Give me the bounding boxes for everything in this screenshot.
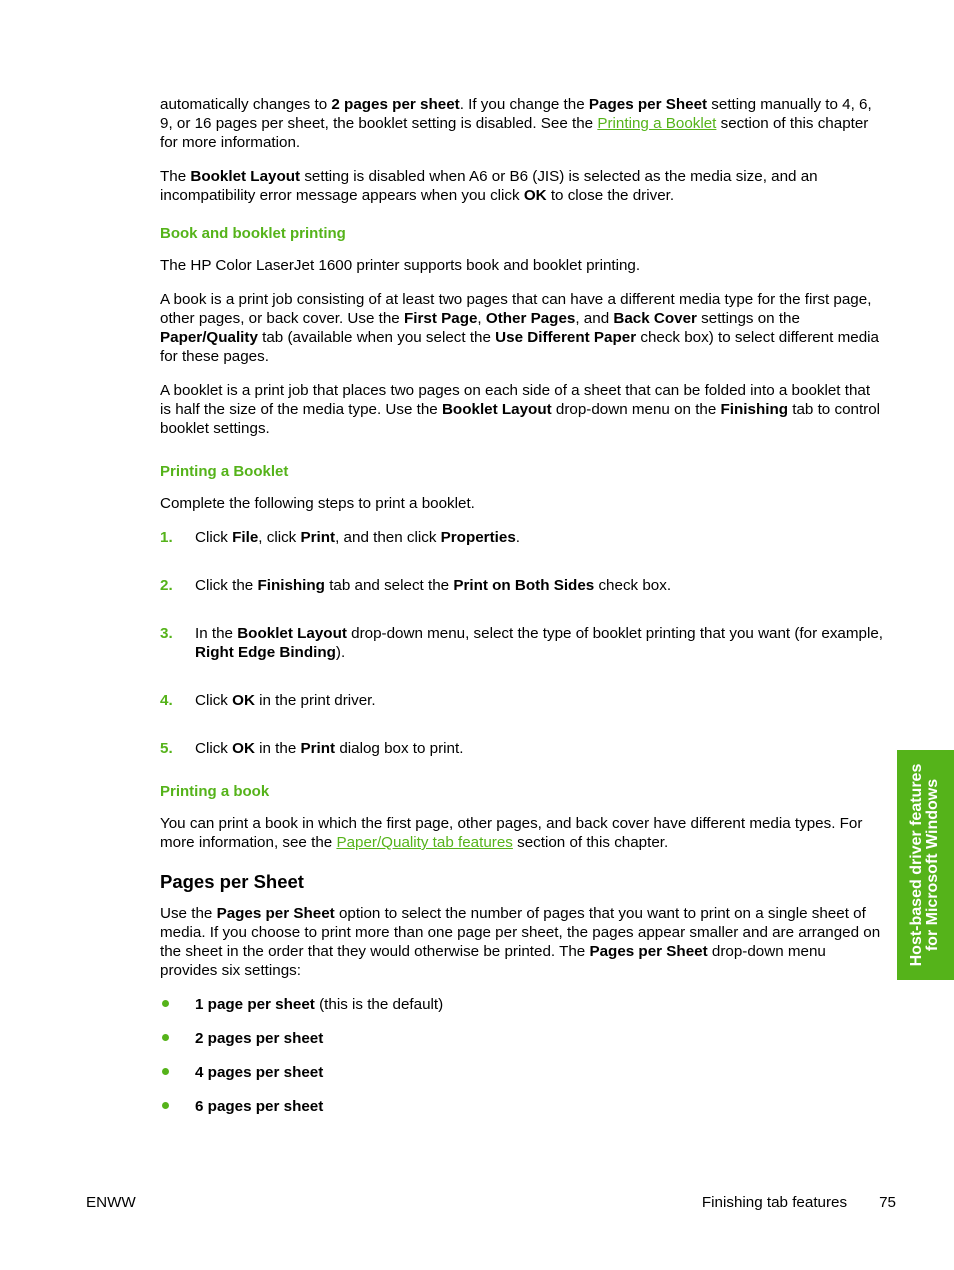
bold-text: Pages per Sheet (588, 96, 708, 113)
bold-text: Paper/Quality (160, 329, 258, 346)
bullet-icon (162, 1034, 169, 1041)
step-number: 1. (160, 529, 173, 546)
text: section of this chapter. (512, 834, 669, 851)
bold-text: Booklet Layout (441, 401, 552, 418)
pages-per-sheet-options-list (160, 995, 884, 1116)
text: Click (195, 529, 233, 546)
book-paragraph-3 (160, 381, 884, 438)
bullet-icon (162, 1068, 169, 1075)
text: tab and select the (324, 577, 454, 594)
step-number: 2. (160, 577, 173, 594)
step-item (160, 528, 884, 547)
bold-text: Other Pages (485, 310, 576, 327)
bold-text: 4 pages per sheet (195, 1064, 324, 1081)
text: setting manually to 4, 6, 9, or 16 pages per sheet, the booklet setting is disabled. See the (160, 96, 872, 132)
bold-text: Properties (440, 529, 516, 546)
text: drop-down menu on the (551, 401, 721, 418)
book-paragraph-2 (160, 290, 884, 366)
footer-right (702, 1193, 896, 1212)
chapter-side-tab (897, 750, 954, 980)
bold-text: OK (523, 187, 547, 204)
text: . If you change the (459, 96, 589, 113)
bold-text: Pages per Sheet (589, 943, 708, 960)
bold-text: Finishing (720, 401, 789, 418)
list-item (160, 1029, 884, 1048)
bold-text: Finishing (257, 577, 325, 594)
text: settings on the (696, 310, 800, 327)
text: in the (254, 740, 301, 757)
text: section of this chapter for more information. (160, 115, 869, 151)
bold-text: 2 pages per sheet (331, 96, 460, 113)
page-number: 75 (879, 1194, 896, 1211)
bullet-icon (162, 1000, 169, 1007)
pages-per-sheet-heading: Pages per Sheet (160, 871, 304, 892)
step-item (160, 739, 884, 758)
text: to close the driver. (546, 187, 675, 204)
text: check box) to select different media for these pages. (160, 329, 879, 365)
text: tab (available when you select the (257, 329, 496, 346)
text: You can print a book in which the first page, other pages, and back cover have different media types. For more information, see the (160, 815, 863, 851)
text: , and (575, 310, 614, 327)
text: in the print driver. (254, 692, 376, 709)
bold-text: 1 page per sheet (195, 996, 315, 1013)
chapter-side-tab-label: Host-based driver features for Microsoft Windows (908, 763, 941, 967)
text: Click (195, 692, 233, 709)
text: option to select the number of pages that you want to print on a single sheet of media. If you choose to print more than one page per sheet, the pages appear smaller and are arranged on the sheet in the order that they would otherwise be printed. The (160, 905, 881, 960)
bold-text: OK (232, 692, 255, 709)
step-item (160, 624, 884, 662)
bold-text: Right Edge Binding (195, 644, 336, 661)
bold-text: Print (300, 529, 336, 546)
list-item (160, 995, 884, 1014)
booklet-steps-list (160, 528, 884, 758)
printing-a-book-heading: Printing a book (160, 783, 270, 800)
book-paragraph-1: The HP Color LaserJet 1600 printer supports book and booklet printing. (160, 257, 641, 274)
bold-text: Use Different Paper (495, 329, 637, 346)
printing-book-paragraph (160, 814, 884, 852)
footer-section-title: Finishing tab features (701, 1194, 848, 1211)
text: A booklet is a print job that places two pages on each side of a sheet that can be folded into a booklet that is half the size of the media type. Use the (160, 382, 871, 418)
bold-text: Pages per Sheet (216, 905, 335, 922)
text: Click (195, 740, 233, 757)
text: automatically changes to (160, 96, 332, 113)
bold-text: 2 pages per sheet (195, 1030, 324, 1047)
text: drop-down menu provides six settings: (160, 943, 826, 979)
bold-text: Back Cover (613, 310, 697, 327)
step-item (160, 691, 884, 710)
paper-quality-tab-features-link[interactable]: Paper/Quality tab features (336, 834, 513, 851)
text: Click the (195, 577, 258, 594)
text: A book is a print job consisting of at least two pages that can have a different media type for the first page, other pages, or back cover. Use the (160, 291, 872, 327)
step-number: 5. (160, 740, 173, 757)
printing-a-booklet-heading: Printing a Booklet (160, 463, 289, 480)
bold-text: Print (300, 740, 336, 757)
step-number: 3. (160, 625, 173, 642)
text: Use the (160, 905, 217, 922)
intro-paragraph-1 (160, 95, 884, 152)
list-item (160, 1063, 884, 1082)
bold-text: OK (232, 740, 255, 757)
text: , (477, 310, 486, 327)
bold-text: File (232, 529, 259, 546)
text: , click (258, 529, 301, 546)
list-item (160, 1097, 884, 1116)
intro-paragraph-2 (160, 167, 884, 205)
pages-per-sheet-paragraph (160, 904, 884, 980)
text: ). (335, 644, 346, 661)
text: . (515, 529, 520, 546)
footer-left: ENWW (86, 1194, 136, 1211)
text: setting is disabled when A6 or B6 (JIS) is selected as the media size, and an incompatibility error message appears when you click (160, 168, 818, 204)
bold-text: 6 pages per sheet (195, 1098, 324, 1115)
text: tab to control booklet settings. (160, 401, 881, 437)
text: check box. (594, 577, 672, 594)
bold-text: Booklet Layout (237, 625, 347, 642)
bold-text: Print on Both Sides (453, 577, 595, 594)
printing-a-booklet-link[interactable]: Printing a Booklet (597, 115, 717, 132)
step-number: 4. (160, 692, 173, 709)
book-booklet-heading: Book and booklet printing (160, 225, 346, 242)
page-body (160, 95, 884, 1131)
step-item (160, 576, 884, 595)
text: , and then click (335, 529, 441, 546)
text: drop-down menu, select the type of booklet printing that you want (for example, (346, 625, 884, 642)
printing-booklet-intro: Complete the following steps to print a booklet. (160, 495, 475, 512)
text: The (160, 168, 191, 185)
bold-text: First Page (403, 310, 478, 327)
bold-text: Booklet Layout (190, 168, 301, 185)
text: In the (195, 625, 238, 642)
text: (this is the default) (314, 996, 444, 1013)
text: dialog box to print. (335, 740, 464, 757)
bullet-icon (162, 1102, 169, 1109)
